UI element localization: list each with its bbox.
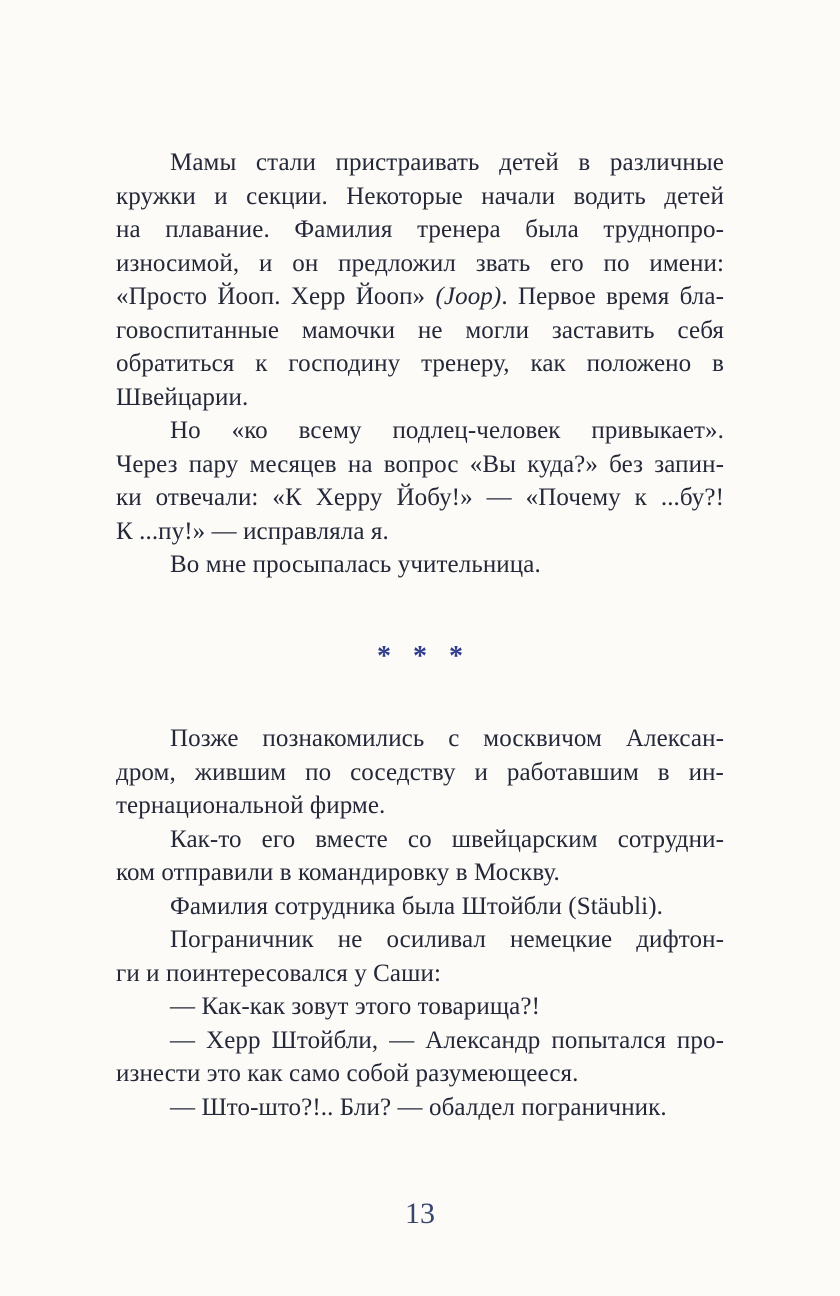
text-run: «Просто Йооп. Херр Йооп» [116,283,436,310]
text-line [116,347,724,381]
text-run: говоспитанные мамочки не могли заставить себя [116,316,724,344]
text-run: дром, жившим по соседству и работавшим в ин- [116,758,724,786]
text-line [116,1091,724,1125]
text-run: обратиться к господину тренеру, как положено в [116,350,724,377]
text-line [116,1057,724,1091]
text-run: — Што-што?!.. Бли? — обалдел пограничник. [170,1093,667,1121]
text-run: Пограничник не осиливал немецкие дифтон- [170,926,724,953]
text-section-bottom [116,722,724,1124]
text-run: ги и поинтересовался у Саши: [116,959,441,987]
text-line [116,481,724,515]
text-run: Во мне просыпалась учительница. [170,551,541,578]
text-line [116,414,724,448]
text-section-top [116,146,724,582]
text-run: . Первое время бла- [501,283,724,310]
text-run: ки отвечали: «К Херру Йобу!» — «Почему к ...бу?! [116,484,724,511]
text-line [116,548,724,582]
text-line [116,180,724,214]
text-run: Мамы стали пристраивать детей в различные [170,149,724,176]
text-run: Фамилия сотрудника была Штойбли (Stäubli). [170,892,664,920]
text-line [116,213,724,247]
text-line [116,756,724,790]
text-run: тернациональной фирме. [116,792,386,819]
text-line [116,1024,724,1058]
text-run: Но «ко всему подлец-человек привыкает». [170,417,724,444]
text-run: износимой, и он предложил звать его по имени: [116,249,724,277]
text-run: — Херр Штойбли, — Александр попытался про- [170,1026,724,1054]
text-line [116,856,724,890]
text-run: ком отправили в командировку в Москву. [116,859,560,886]
text-run: Позже познакомились с москвичом Алексан- [170,725,724,752]
text-run: Швейцарии. [116,383,249,411]
text-run: кружки и секции. Некоторые начали водить детей [116,182,724,210]
text-line [116,314,724,348]
text-run: на плавание. Фамилия тренера была труднопро- [116,216,724,243]
text-line [116,990,724,1024]
page-number: 13 [405,1197,435,1230]
text-line [116,280,724,314]
italic-text: (Joop) [435,283,502,310]
text-line [116,823,724,857]
text-run: — Как-как зовут этого товарища?! [170,993,540,1020]
text-line [116,146,724,180]
text-line [116,247,724,281]
text-line [116,923,724,957]
text-run: Как-то его вместе со швейцарским сотрудни- [170,825,724,853]
text-line [116,515,724,549]
section-separator-asterisks: * * * [377,641,463,672]
text-run: изнести это как само собой разумеющееся. [116,1060,579,1087]
text-line [116,957,724,991]
text-run: К ...пу!» — исправляла я. [116,517,389,545]
text-line [116,722,724,756]
text-line [116,381,724,415]
text-line [116,448,724,482]
text-run: Через пару месяцев на вопрос «Вы куда?» без запин- [116,450,724,478]
text-line [116,890,724,924]
text-line [116,789,724,823]
